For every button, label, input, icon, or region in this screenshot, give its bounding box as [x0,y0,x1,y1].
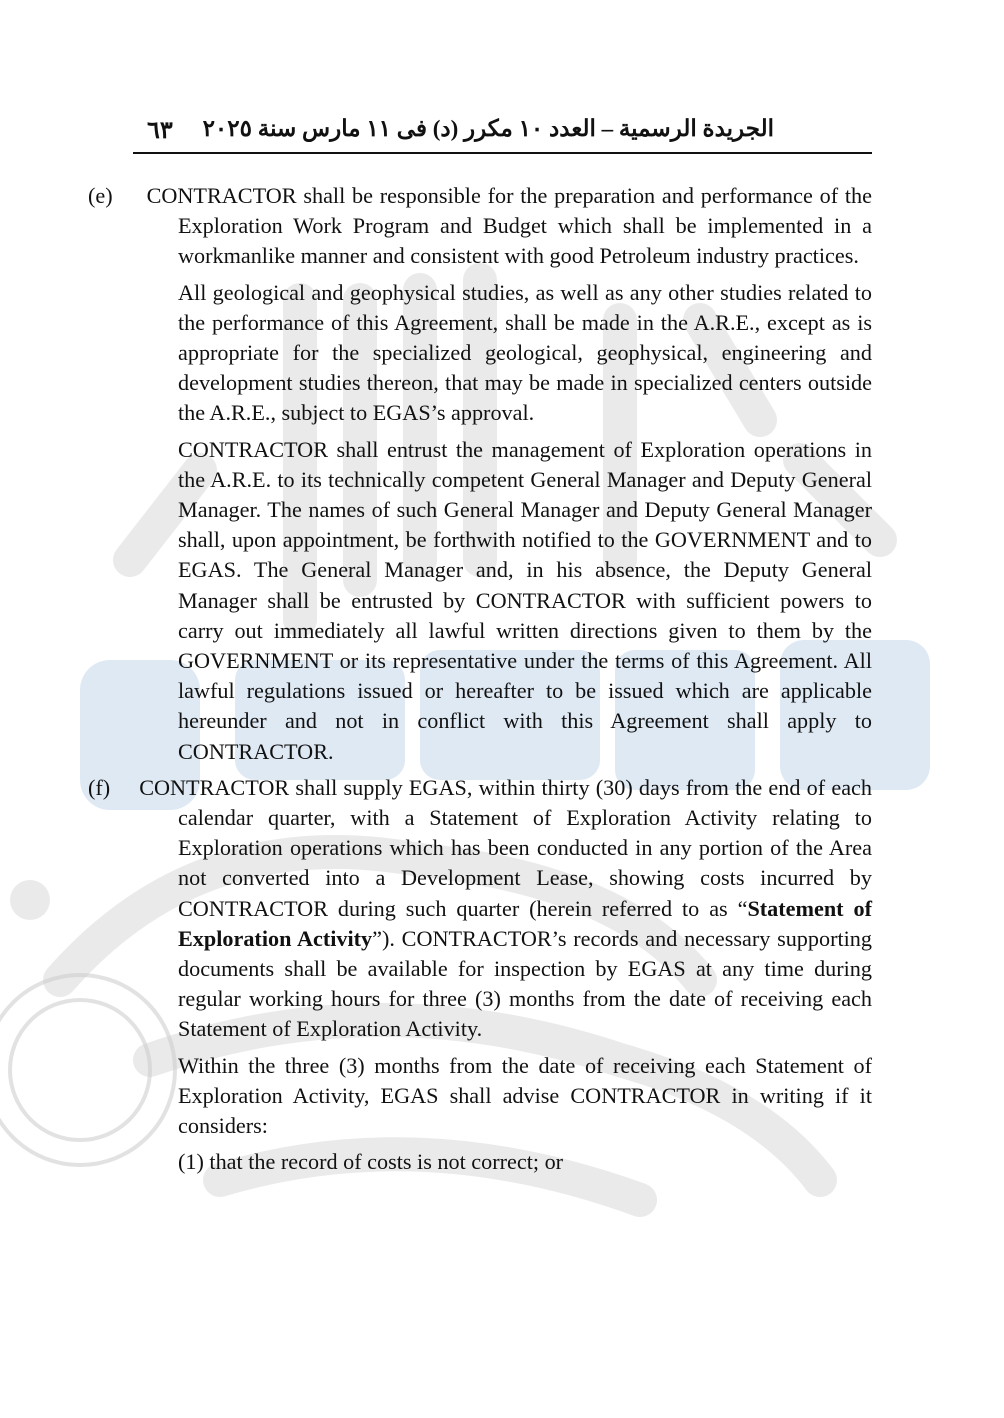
gazette-title: الجريدة الرسمية – العدد ١٠ مكرر (د) فى ١١ مارس سنة ٢٠٢٥ [202,116,774,141]
clause-f-paragraph-2: Within the three (3) months from the date of receiving each Statement of Exploration Activity, EGAS shall advise CONTRACTOR in writing if it considers: [178,1052,872,1139]
clause-f-text-after: ”). CONTRACTOR’s records and necessary supporting documents shall be available for inspection by EGAS at any time during regular working hours for three (3) months from the date of receiving each Statement of Exploration Activity. [178,925,872,1042]
clause-f-text-before: CONTRACTOR shall supply EGAS, within thirty (30) days from the end of each calendar quarter, with a Statement of Exploration Activity relating to Exploration operations which has been conducted in any portion of the Area not converted into a Development Lease, showing costs incurred by CONTRACTOR during such quarter (herein referred to as “ [139,774,872,921]
page-header [133,112,872,154]
clause-e-text-1: CONTRACTOR shall be responsible for the preparation and performance of the Exploration Work Program and Budget which shall be implemented in a workmanlike manner and consistent with good Petroleum industry practices. [146,183,872,269]
clause-f-paragraph-3: (1) that the record of costs is not correct; or [178,1149,564,1175]
defined-term-statement: Statement of Exploration Activity [178,895,872,951]
clause-f-paragraph-1: (f) CONTRACTOR shall supply EGAS, within thirty (30) days from the end of each calendar quarter, with a Statement of Exploration Activity relating to Exploration operations which has been conducted in any portion of the Area not converted into a Development Lease, showing costs incurred by CONTRACTOR during such quarter (herein referred to as “Statement of Exploration Activity”). CONTRACTOR’s records and necessary supporting documents shall be available for inspection by EGAS at any time during regular working hours for three (3) months from the date of receiving each Statement of Exploration Activity. [88,774,872,1042]
clause-e-paragraph-3: CONTRACTOR shall entrust the management of Exploration operations in the A.R.E. to its technically competent General Manager and Deputy General Manager. The names of such General Manager and Deputy General Manager shall, upon appointment, be forthwith notified to the GOVERNMENT and to EGAS. The General Manager and, in his absence, the Deputy General Manager shall be entrusted by CONTRACTOR with sufficient powers to carry out immediately all lawful written directions given to them by the GOVERNMENT or its representative under the terms of this Agreement. All lawful regulations issued or hereafter to be issued which are applicable hereunder and not in conflict with this Agreement shall apply to CONTRACTOR. [178,436,872,764]
clause-e-paragraph-1: (e) CONTRACTOR shall be responsible for the preparation and performance of the Exploration Work Program and Budget which shall be implemented in a workmanlike manner and consistent with good Petroleum industry practices. [88,183,872,269]
document-body [88,181,872,1184]
clause-e-paragraph-2: All geological and geophysical studies, as well as any other studies related to the performance of this Agreement, shall be made in the A.R.E., except as is appropriate for the specialized geological, geophysical, engineering and development studies thereon, that may be made in specialized centers outside the A.R.E., subject to EGAS’s approval. [178,279,872,426]
page-number: ٦٣ [147,118,173,144]
